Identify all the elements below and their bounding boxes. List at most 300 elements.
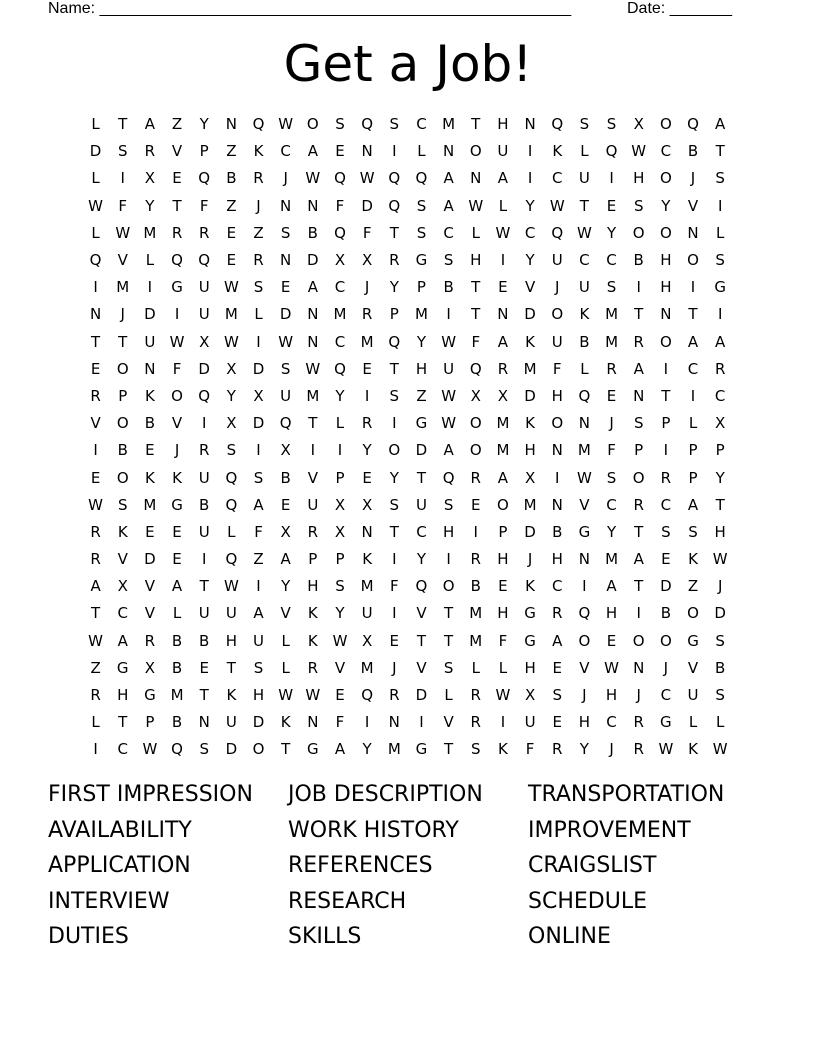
- grid-letter: B: [715, 658, 726, 677]
- grid-letter: D: [714, 604, 726, 623]
- grid-letter: Q: [605, 142, 618, 161]
- grid-letter: A: [443, 169, 454, 188]
- grid-letter: I: [201, 550, 207, 569]
- grid-letter: M: [523, 359, 537, 378]
- grid-letter: W: [332, 631, 348, 650]
- grid-letter: W: [712, 740, 728, 759]
- grid-letter: I: [337, 441, 343, 460]
- grid-letter: E: [471, 495, 481, 514]
- grid-letter: I: [690, 386, 696, 405]
- grid-letter: H: [225, 631, 237, 650]
- grid-letter: I: [364, 386, 370, 405]
- grid-letter: Q: [89, 251, 102, 270]
- grid-letter: K: [525, 577, 535, 596]
- grid-letter: P: [308, 550, 318, 569]
- grid-letter: J: [636, 686, 641, 705]
- grid-letter: M: [170, 686, 184, 705]
- grid-letter: R: [198, 223, 210, 242]
- grid-letter: J: [663, 658, 669, 677]
- grid-letter: R: [470, 550, 481, 569]
- grid-letter: I: [582, 577, 587, 596]
- grid-letter: A: [687, 332, 699, 351]
- grid-letter: R: [144, 142, 156, 161]
- grid-letter: E: [552, 658, 562, 677]
- grid-letter: S: [389, 115, 400, 134]
- grid-letter: O: [551, 414, 564, 433]
- grid-row: [82, 138, 734, 165]
- grid-letter: O: [116, 468, 129, 487]
- grid-letter: O: [469, 414, 482, 433]
- grid-row: [82, 220, 734, 247]
- grid-letter: Y: [525, 196, 535, 215]
- grid-letter: U: [524, 713, 536, 732]
- grid-letter: C: [606, 251, 617, 270]
- grid-letter: N: [551, 495, 563, 514]
- grid-letter: A: [497, 332, 509, 351]
- grid-letter: J: [717, 577, 723, 596]
- grid-letter: C: [416, 115, 427, 134]
- grid-letter: O: [632, 468, 645, 487]
- grid-letter: I: [663, 359, 669, 378]
- grid-letter: L: [715, 223, 725, 242]
- grid-letter: C: [117, 604, 128, 623]
- grid-row: [82, 437, 734, 464]
- grid-letter: F: [607, 441, 616, 460]
- grid-letter: R: [633, 713, 644, 732]
- grid-letter: D: [252, 713, 265, 732]
- grid-letter: K: [307, 631, 318, 650]
- grid-letter: T: [634, 305, 644, 324]
- grid-letter: W: [169, 332, 185, 351]
- grid-letter: X: [362, 631, 373, 650]
- grid-letter: W: [223, 278, 239, 297]
- grid-letter: N: [388, 713, 400, 732]
- grid-letter: X: [524, 686, 536, 705]
- grid-letter: V: [144, 604, 156, 623]
- grid-letter: W: [142, 740, 158, 759]
- grid-letter: W: [115, 223, 131, 242]
- grid-letter: V: [579, 658, 590, 677]
- grid-letter: T: [715, 495, 725, 514]
- grid-letter: N: [442, 142, 455, 161]
- grid-letter: E: [606, 631, 617, 650]
- grid-letter: X: [144, 169, 156, 188]
- grid-letter: H: [551, 550, 563, 569]
- grid-letter: S: [443, 658, 454, 677]
- grid-letter: R: [253, 169, 264, 188]
- grid-letter: K: [144, 468, 155, 487]
- grid-letter: X: [334, 522, 346, 541]
- grid-letter: T: [715, 142, 725, 161]
- grid-letter: S: [661, 522, 671, 541]
- grid-letter: T: [281, 740, 291, 759]
- grid-letter: W: [88, 631, 103, 650]
- grid-letter: Z: [253, 223, 264, 242]
- grid-letter: I: [392, 414, 397, 433]
- grid-letter: A: [443, 441, 454, 460]
- grid-letter: I: [717, 305, 723, 324]
- grid-letter: D: [660, 577, 672, 596]
- grid-letter: A: [633, 550, 644, 569]
- grid-letter: B: [171, 631, 183, 650]
- grid-letter: A: [90, 577, 101, 596]
- grid-letter: K: [688, 740, 698, 759]
- grid-letter: G: [144, 686, 156, 705]
- grid-letter: O: [659, 115, 672, 134]
- grid-letter: N: [633, 386, 645, 405]
- grid-letter: J: [283, 169, 288, 188]
- grid-letter: I: [527, 142, 533, 161]
- grid-row: [82, 546, 734, 573]
- grid-letter: A: [633, 359, 644, 378]
- grid-letter: B: [117, 441, 128, 460]
- grid-letter: R: [361, 414, 373, 433]
- grid-letter: T: [416, 468, 427, 487]
- grid-letter: X: [280, 441, 291, 460]
- grid-letter: S: [253, 658, 264, 677]
- grid-letter: Z: [687, 577, 699, 596]
- grid-letter: X: [226, 414, 237, 433]
- grid-letter: A: [606, 577, 617, 596]
- grid-letter: P: [389, 305, 399, 324]
- grid-letter: R: [633, 332, 644, 351]
- grid-letter: R: [144, 631, 156, 650]
- grid-letter: B: [144, 414, 156, 433]
- grid-letter: O: [497, 495, 509, 514]
- grid-letter: N: [470, 169, 482, 188]
- grid-letter: T: [416, 631, 427, 650]
- grid-letter: W: [441, 386, 457, 405]
- grid-letter: N: [280, 196, 292, 215]
- grid-letter: N: [144, 359, 156, 378]
- grid-letter: P: [118, 386, 128, 405]
- grid-letter: Q: [198, 169, 211, 188]
- grid-letter: S: [389, 495, 400, 514]
- grid-letter: V: [171, 142, 183, 161]
- grid-letter: I: [690, 278, 696, 297]
- grid-letter: I: [256, 332, 261, 351]
- grid-letter: N: [307, 332, 319, 351]
- grid-letter: G: [415, 414, 428, 433]
- grid-letter: R: [606, 359, 617, 378]
- grid-letter: V: [307, 468, 318, 487]
- grid-letter: M: [360, 332, 374, 351]
- grid-letter: L: [498, 196, 508, 215]
- grid-letter: W: [468, 196, 484, 215]
- grid-letter: T: [389, 223, 399, 242]
- grid-letter: S: [606, 468, 617, 487]
- grid-letter: N: [497, 305, 509, 324]
- grid-letter: U: [551, 332, 563, 351]
- grid-letter: Q: [198, 251, 211, 270]
- grid-letter: Y: [579, 740, 589, 759]
- grid-letter: N: [307, 305, 319, 324]
- grid-row: [82, 573, 734, 600]
- grid-letter: J: [364, 278, 370, 297]
- grid-letter: A: [687, 495, 699, 514]
- grid-letter: G: [687, 631, 699, 650]
- grid-letter: E: [172, 522, 182, 541]
- grid-letter: T: [634, 577, 644, 596]
- grid-letter: H: [497, 604, 509, 623]
- grid-letter: M: [387, 740, 401, 759]
- grid-letter: U: [198, 278, 210, 297]
- grid-letter: M: [605, 332, 619, 351]
- grid-letter: L: [580, 142, 589, 161]
- grid-letter: B: [687, 142, 699, 161]
- grid-letter: H: [497, 115, 509, 134]
- grid-letter: S: [606, 115, 617, 134]
- grid-letter: P: [634, 441, 644, 460]
- grid-letter: U: [497, 142, 509, 161]
- grid-letter: Z: [416, 386, 427, 405]
- grid-letter: J: [609, 740, 614, 759]
- grid-letter: H: [633, 169, 645, 188]
- grid-letter: R: [307, 522, 319, 541]
- grid-letter: Y: [362, 441, 372, 460]
- grid-letter: R: [389, 251, 400, 270]
- grid-letter: B: [199, 495, 210, 514]
- grid-letter: F: [471, 332, 481, 351]
- grid-letter: O: [171, 386, 183, 405]
- word-list-item: WORK HISTORY: [288, 817, 459, 843]
- grid-letter: Q: [361, 115, 374, 134]
- grid-letter: H: [605, 604, 618, 623]
- grid-letter: I: [527, 169, 533, 188]
- grid-letter: V: [524, 278, 536, 297]
- grid-letter: B: [552, 522, 563, 541]
- grid-letter: E: [172, 169, 182, 188]
- grid-letter: H: [714, 522, 726, 541]
- grid-letter: S: [280, 359, 291, 378]
- grid-letter: T: [471, 305, 481, 324]
- grid-letter: H: [578, 713, 591, 732]
- grid-letter: L: [254, 305, 263, 324]
- grid-letter: I: [201, 414, 207, 433]
- grid-letter: J: [174, 441, 180, 460]
- grid-letter: M: [116, 278, 130, 297]
- grid-letter: G: [578, 522, 591, 541]
- grid-letter: O: [659, 169, 672, 188]
- grid-letter: G: [524, 631, 536, 650]
- grid-letter: O: [578, 631, 591, 650]
- grid-letter: I: [663, 441, 669, 460]
- grid-letter: U: [198, 305, 210, 324]
- grid-letter: C: [443, 223, 454, 242]
- grid-letter: N: [89, 305, 102, 324]
- grid-letter: N: [361, 142, 373, 161]
- grid-row: [82, 736, 734, 763]
- grid-letter: V: [117, 550, 128, 569]
- grid-letter: Q: [687, 115, 699, 134]
- grid-letter: A: [715, 332, 726, 351]
- grid-row: [82, 682, 734, 709]
- grid-letter: S: [579, 115, 590, 134]
- grid-letter: U: [551, 251, 563, 270]
- grid-letter: N: [198, 713, 210, 732]
- grid-letter: M: [143, 223, 157, 242]
- grid-letter: A: [334, 740, 346, 759]
- grid-letter: G: [171, 495, 183, 514]
- grid-letter: Q: [225, 495, 238, 514]
- grid-letter: L: [145, 251, 155, 270]
- grid-letter: H: [660, 278, 672, 297]
- grid-letter: H: [307, 577, 319, 596]
- grid-letter: L: [335, 414, 345, 433]
- grid-letter: S: [715, 169, 725, 188]
- word-list-item: ONLINE: [528, 924, 611, 949]
- grid-letter: U: [198, 522, 210, 541]
- grid-letter: S: [633, 414, 644, 433]
- grid-letter: E: [362, 359, 372, 378]
- grid-letter: Y: [661, 196, 671, 215]
- grid-letter: T: [471, 278, 481, 297]
- grid-letter: E: [335, 142, 345, 161]
- grid-letter: S: [335, 115, 345, 134]
- grid-letter: Q: [225, 468, 238, 487]
- word-list-item: JOB DESCRIPTION: [288, 782, 483, 807]
- grid-letter: P: [416, 278, 426, 297]
- grid-letter: M: [469, 631, 483, 650]
- grid-letter: P: [715, 441, 725, 460]
- grid-letter: C: [117, 740, 128, 759]
- grid-letter: A: [715, 115, 726, 134]
- grid-letter: X: [633, 115, 644, 134]
- grid-letter: V: [171, 414, 183, 433]
- grid-letter: B: [660, 604, 671, 623]
- grid-letter: K: [552, 142, 563, 161]
- grid-letter: W: [88, 495, 103, 514]
- grid-letter: M: [360, 658, 374, 677]
- grid-letter: I: [93, 441, 98, 460]
- grid-letter: T: [118, 115, 128, 134]
- grid-letter: W: [278, 332, 294, 351]
- grid-letter: M: [523, 495, 537, 514]
- grid-letter: G: [415, 740, 428, 759]
- grid-letter: K: [144, 386, 155, 405]
- grid-letter: V: [687, 196, 699, 215]
- grid-letter: H: [497, 550, 509, 569]
- grid-letter: D: [415, 686, 428, 705]
- grid-letter: Y: [525, 251, 535, 270]
- word-list-item: IMPROVEMENT: [528, 817, 691, 843]
- grid-letter: H: [660, 251, 672, 270]
- grid-letter: N: [687, 223, 699, 242]
- grid-letter: K: [172, 468, 182, 487]
- grid-row: [82, 709, 734, 736]
- grid-row: [82, 410, 734, 437]
- grid-letter: Y: [606, 522, 617, 541]
- grid-letter: W: [495, 686, 511, 705]
- grid-letter: W: [359, 169, 375, 188]
- grid-letter: I: [555, 468, 560, 487]
- grid-letter: N: [578, 414, 590, 433]
- grid-letter: O: [659, 631, 672, 650]
- grid-letter: I: [310, 441, 316, 460]
- grid-letter: M: [496, 441, 510, 460]
- grid-letter: J: [256, 196, 261, 215]
- grid-letter: Q: [388, 169, 401, 188]
- grid-letter: O: [632, 223, 645, 242]
- grid-letter: Q: [415, 577, 428, 596]
- grid-letter: S: [389, 386, 400, 405]
- grid-letter: I: [256, 577, 261, 596]
- grid-letter: G: [116, 658, 129, 677]
- grid-letter: S: [335, 577, 345, 596]
- grid-letter: A: [144, 115, 156, 134]
- grid-letter: R: [714, 359, 726, 378]
- grid-letter: E: [498, 577, 508, 596]
- grid-letter: E: [145, 522, 155, 541]
- grid-letter: J: [527, 550, 533, 569]
- grid-letter: L: [281, 631, 290, 650]
- grid-letter: I: [636, 604, 641, 623]
- grid-letter: J: [392, 658, 397, 677]
- grid-letter: P: [145, 713, 155, 732]
- grid-letter: W: [549, 196, 565, 215]
- grid-letter: B: [443, 278, 454, 297]
- grid-letter: Q: [225, 550, 238, 569]
- grid-letter: R: [552, 740, 563, 759]
- grid-letter: X: [253, 386, 264, 405]
- grid-letter: E: [389, 631, 400, 650]
- grid-letter: L: [715, 713, 725, 732]
- grid-letter: K: [579, 305, 590, 324]
- grid-letter: D: [307, 251, 319, 270]
- grid-letter: R: [470, 713, 481, 732]
- grid-letter: V: [117, 251, 128, 270]
- grid-letter: D: [225, 740, 238, 759]
- grid-letter: T: [90, 604, 101, 623]
- grid-letter: C: [606, 495, 617, 514]
- grid-letter: I: [500, 713, 506, 732]
- grid-letter: E: [226, 251, 237, 270]
- grid-letter: W: [305, 686, 321, 705]
- grid-letter: B: [307, 223, 318, 242]
- grid-letter: Y: [226, 386, 236, 405]
- grid-letter: B: [633, 251, 644, 270]
- grid-letter: Y: [281, 577, 291, 596]
- grid-letter: I: [392, 604, 397, 623]
- grid-letter: S: [688, 522, 698, 541]
- grid-letter: E: [362, 468, 372, 487]
- grid-letter: A: [307, 142, 318, 161]
- grid-letter: T: [389, 359, 399, 378]
- grid-letter: O: [659, 332, 672, 351]
- page-title: Get a Job!: [283, 35, 533, 93]
- grid-letter: J: [609, 414, 614, 433]
- grid-row: [82, 356, 734, 383]
- grid-letter: E: [280, 495, 291, 514]
- grid-letter: X: [144, 658, 156, 677]
- grid-letter: I: [717, 196, 723, 215]
- grid-letter: K: [280, 713, 291, 732]
- grid-letter: T: [118, 713, 128, 732]
- grid-letter: M: [577, 441, 591, 460]
- grid-letter: Q: [334, 359, 346, 378]
- grid-letter: W: [604, 658, 619, 677]
- grid-letter: C: [714, 386, 726, 405]
- grid-letter: B: [280, 468, 291, 487]
- word-list-item: REFERENCES: [288, 853, 433, 878]
- grid-letter: F: [254, 522, 263, 541]
- grid-letter: Y: [335, 386, 345, 405]
- grid-row: [82, 329, 734, 356]
- grid-letter: S: [443, 251, 454, 270]
- grid-letter: I: [419, 713, 424, 732]
- grid-letter: H: [117, 686, 129, 705]
- grid-row: [82, 383, 734, 410]
